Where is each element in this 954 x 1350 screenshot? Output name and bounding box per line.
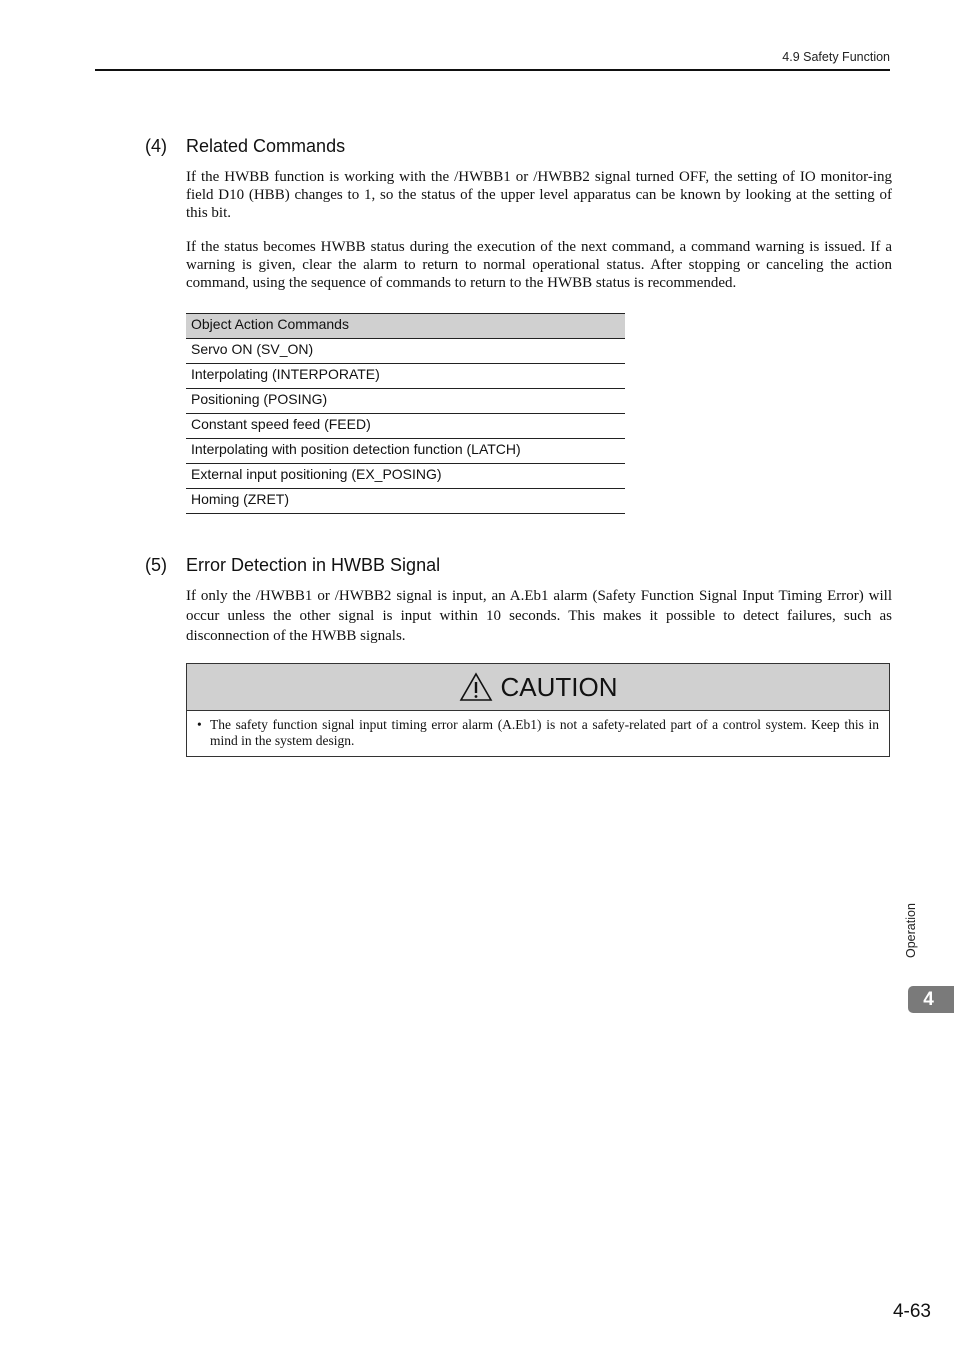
table-row <box>186 464 625 489</box>
section-4-paragraph-2: If the status becomes HWBB status during the execution of the next command, a command warning is issued. If a warning is given, clear the alarm to return to normal operational status. After stopping or canceling the action command, using the sequence of commands to return to the HWBB status is recommended. <box>186 239 892 291</box>
table-cell: Positioning (POSING) <box>186 389 625 414</box>
caution-box <box>186 663 890 757</box>
section-4-title: Related Commands <box>186 136 346 156</box>
section-4-number: (4) <box>145 136 167 156</box>
caution-header <box>187 664 889 711</box>
table-cell: Interpolating (INTERPORATE) <box>186 364 625 389</box>
caution-bullet: • <box>197 717 202 732</box>
table-cell: Servo ON (SV_ON) <box>186 339 625 364</box>
header-section-title: 4.9 Safety Function <box>782 50 890 64</box>
table-row <box>186 414 625 439</box>
table-row <box>186 389 625 414</box>
section-4-paragraph-1: If the HWBB function is working with the /HWBB1 or /HWBB2 signal turned OFF, the setting of IO monitor-ing field D10 (HBB) changes to 1, so the status of the upper level apparatus can be known by looking at the setting of this bit. <box>186 169 892 221</box>
chapter-tab: 4 <box>908 986 954 1013</box>
warning-triangle-icon <box>459 672 493 702</box>
header-rule <box>95 69 890 71</box>
section-5-paragraph: If only the /HWBB1 or /HWBB2 signal is input, an A.Eb1 alarm (Safety Function Signal Input Timing Error) will occur unless the other signal is input within 10 seconds. This makes it possible to detect failures, such as disconnection of the HWBB signals. <box>186 588 892 644</box>
caution-title: CAUTION <box>500 671 618 702</box>
caution-text: The safety function signal input timing error alarm (A.Eb1) is not a safety-related part of a control system. Keep this in mind in the system design. <box>210 717 879 748</box>
table-row <box>186 439 625 464</box>
table-row <box>186 339 625 364</box>
page-number: 4-63 <box>892 1301 931 1322</box>
table-cell: Homing (ZRET) <box>186 489 625 514</box>
section-4-heading <box>145 136 345 157</box>
table-row <box>186 364 625 389</box>
table-cell: External input positioning (EX_POSING) <box>186 464 625 489</box>
table-header-row <box>186 314 625 339</box>
section-5-heading <box>145 555 440 576</box>
section-5-number: (5) <box>145 555 167 575</box>
caution-body <box>187 711 889 749</box>
side-tab-label: Operation <box>904 903 918 958</box>
table-header-cell: Object Action Commands <box>186 314 625 339</box>
section-5-title: Error Detection in HWBB Signal <box>186 555 441 575</box>
table-row <box>186 489 625 514</box>
table-cell: Constant speed feed (FEED) <box>186 414 625 439</box>
table-cell: Interpolating with position detection function (LATCH) <box>186 439 625 464</box>
object-action-commands-table <box>186 313 625 514</box>
